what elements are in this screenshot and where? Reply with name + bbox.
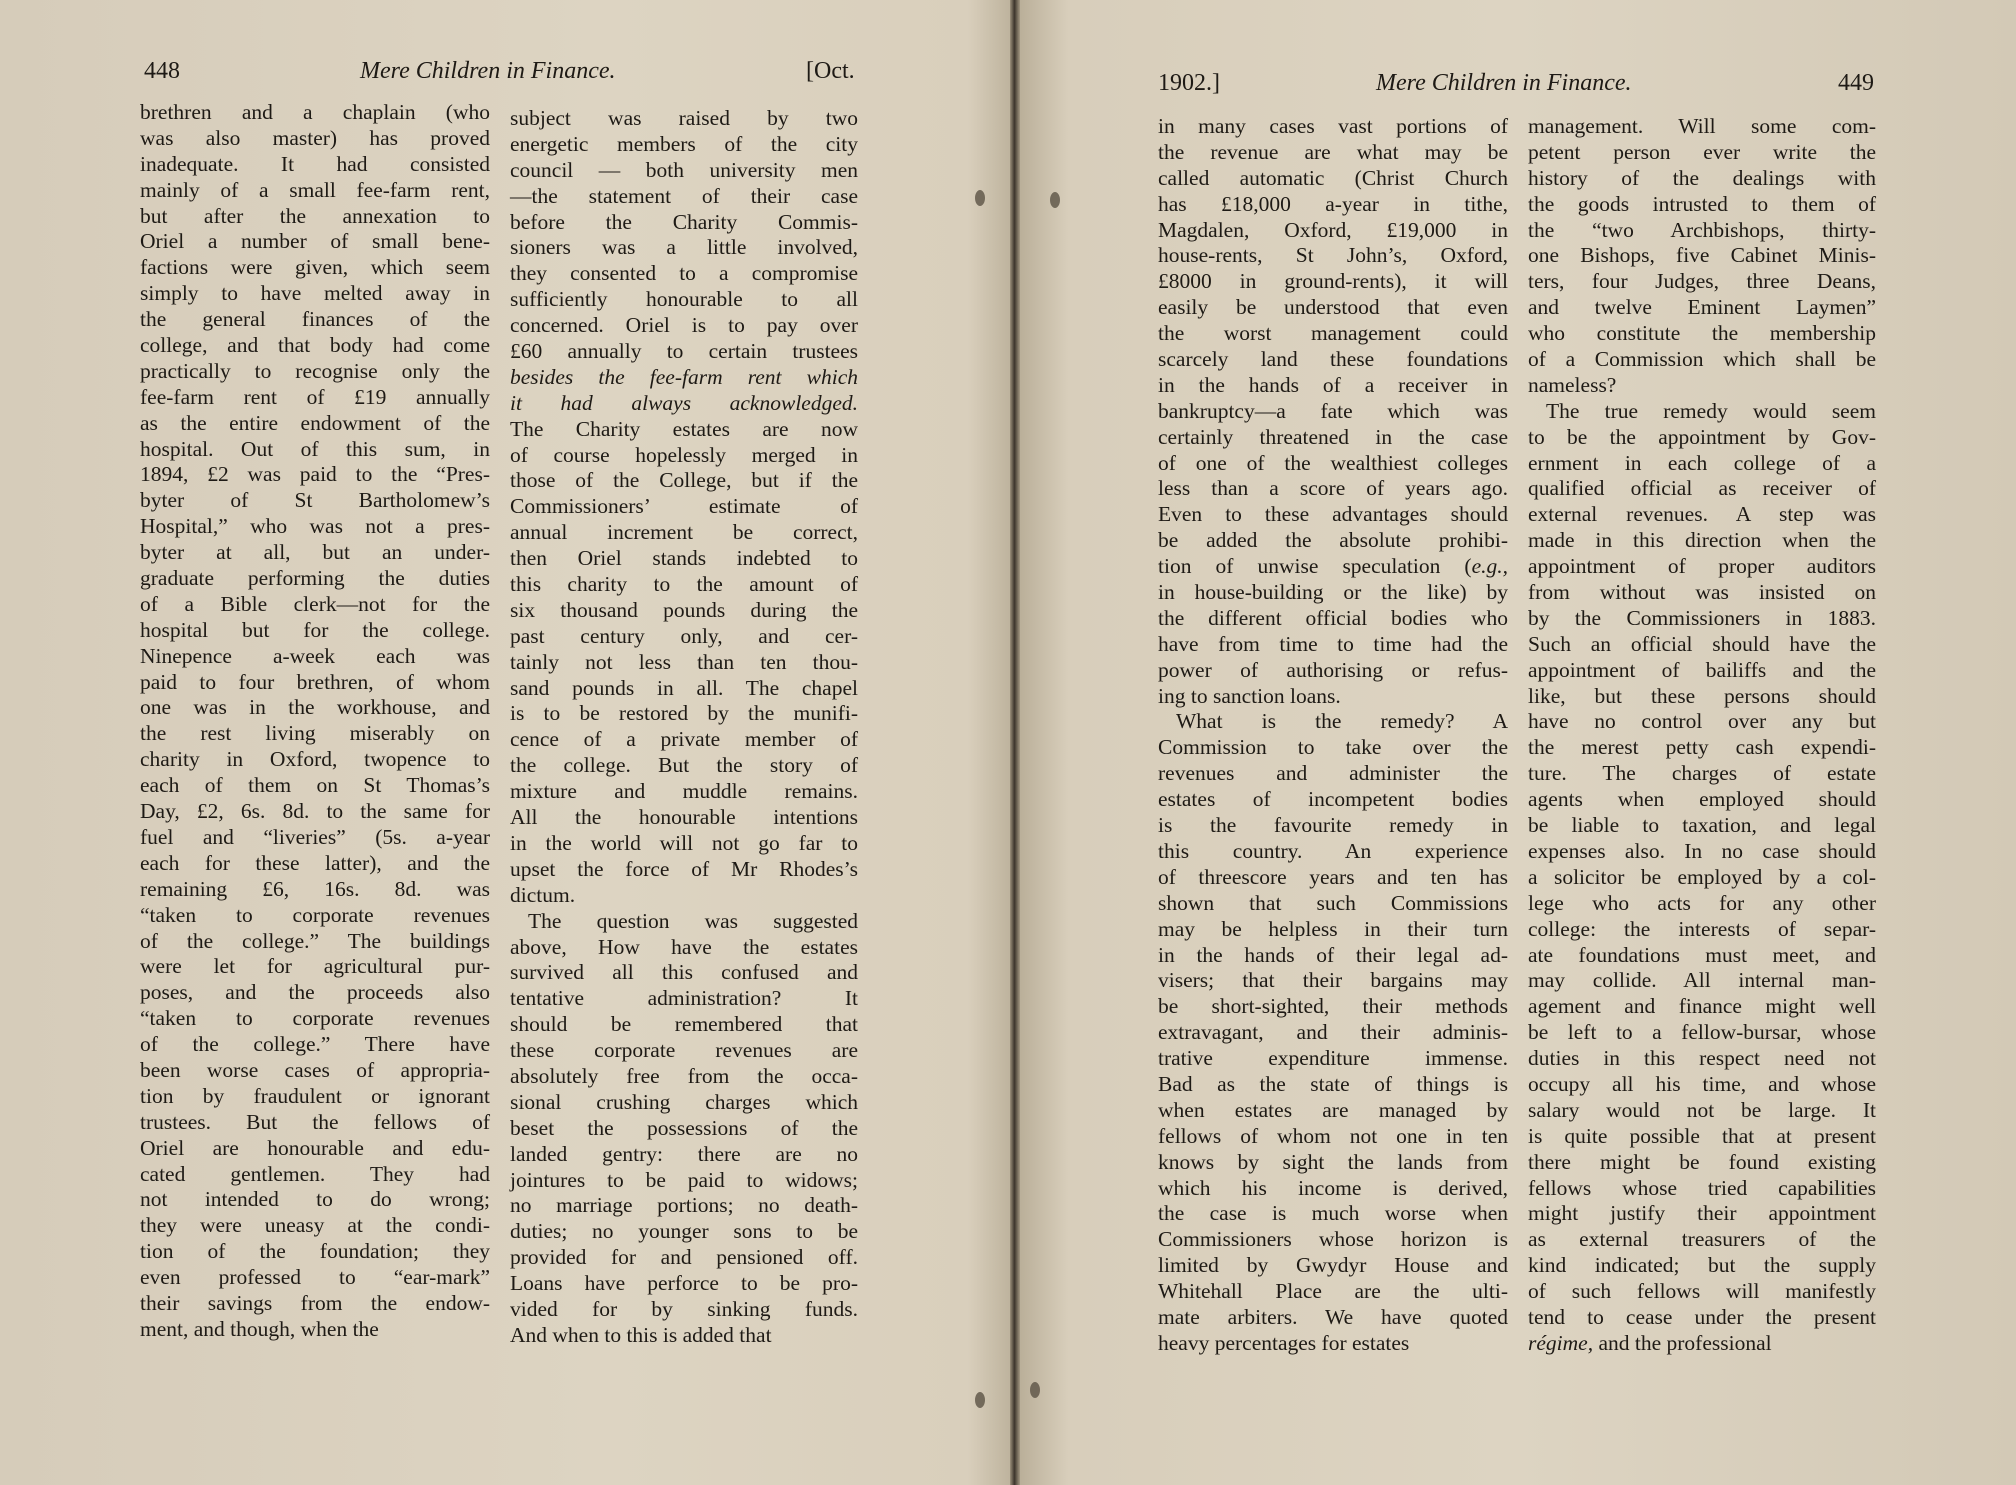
- text-line: of a Bible clerk—not for the: [140, 591, 490, 616]
- text-line: may collide. All internal man-: [1528, 968, 1876, 993]
- text-line: The Charity estates are now: [510, 416, 858, 441]
- text-line: no marriage portions; no death-: [510, 1193, 858, 1218]
- text-line: which his income is derived,: [1158, 1175, 1508, 1200]
- text-line: Such an official should have the: [1528, 631, 1876, 656]
- text-line: one Bishops, five Cabinet Minis-: [1528, 243, 1876, 268]
- text-line: tion of unwise speculation (e.g.,: [1158, 554, 1508, 579]
- text-line: fee-farm rent of £19 annually: [140, 384, 490, 409]
- text-line: salary would not be large. It: [1528, 1097, 1876, 1122]
- text-line: called automatic (Christ Church: [1158, 165, 1508, 190]
- text-line: Ninepence a-week each was: [140, 643, 490, 668]
- text-line: the case is much worse when: [1158, 1201, 1508, 1226]
- text-line: trustees. But the fellows of: [140, 1109, 490, 1134]
- text-line: mixture and muddle remains.: [510, 779, 858, 804]
- text-line: to be the appointment by Gov-: [1528, 424, 1876, 449]
- text-line: made in this direction when the: [1528, 528, 1876, 553]
- left-column-1: [140, 100, 490, 1343]
- running-title: Mere Children in Finance.: [1376, 70, 1632, 96]
- text-line: Commission to take over the: [1158, 735, 1508, 760]
- text-line: energetic members of the city: [510, 131, 858, 156]
- text-line: concerned. Oriel is to pay over: [510, 313, 858, 338]
- text-line: of threescore years and ten has: [1158, 864, 1508, 889]
- text-line: tentative administration? It: [510, 986, 858, 1011]
- text-line: £60 annually to certain trustees: [510, 339, 858, 364]
- text-line: fuel and “liveries” (5s. a-year: [140, 824, 490, 849]
- text-line: Magdalen, Oxford, £19,000 in: [1158, 217, 1508, 242]
- text-line: sand pounds in all. The chapel: [510, 675, 858, 700]
- text-line: annual increment be correct,: [510, 520, 858, 545]
- text-line: then Oriel stands indebted to: [510, 546, 858, 571]
- text-line: external revenues. A step was: [1528, 502, 1876, 527]
- text-line: of the college.” There have: [140, 1032, 490, 1057]
- text-line: tend to cease under the present: [1528, 1304, 1876, 1329]
- text-line: past century only, and cer-: [510, 623, 858, 648]
- text-line: graduate performing the duties: [140, 566, 490, 591]
- text-line: may be helpless in their turn: [1158, 916, 1508, 941]
- text-line: it had always acknowledged.: [510, 390, 858, 415]
- text-line: £8000 in ground-rents), it will: [1158, 269, 1508, 294]
- text-line: sufficiently honourable to all: [510, 287, 858, 312]
- text-line: cated gentlemen. They had: [140, 1161, 490, 1186]
- text-line: sional crushing charges which: [510, 1089, 858, 1114]
- text-line: byter of St Bartholomew’s: [140, 488, 490, 513]
- text-line: they were uneasy at the condi-: [140, 1213, 490, 1238]
- text-line: absolutely free from the occa-: [510, 1063, 858, 1088]
- text-line: —the statement of their case: [510, 183, 858, 208]
- text-line: of the college.” The buildings: [140, 928, 490, 953]
- text-line: régime, and the professional: [1528, 1330, 1772, 1355]
- text-line: petent person ever write the: [1528, 139, 1876, 164]
- text-line: but after the annexation to: [140, 203, 490, 228]
- right-column-2: [1528, 114, 1876, 1357]
- text-line: college, and that body had come: [140, 333, 490, 358]
- text-line: duties; no younger sons to be: [510, 1219, 858, 1244]
- text-line: ture. The charges of estate: [1528, 761, 1876, 786]
- text-line: factions were given, which seem: [140, 255, 490, 280]
- page-number: 449: [1838, 70, 1874, 96]
- text-line: appointment of bailiffs and the: [1528, 657, 1876, 682]
- page-number: 448: [144, 58, 180, 84]
- text-line: remaining £6, 16s. 8d. was: [140, 876, 490, 901]
- text-line: power of authorising or refus-: [1158, 657, 1508, 682]
- text-line: council — both university men: [510, 157, 858, 182]
- text-line: before the Charity Commis-: [510, 209, 858, 234]
- text-line: revenues and administer the: [1158, 761, 1508, 786]
- text-line: kind indicated; but the supply: [1528, 1253, 1876, 1278]
- text-line: is quite possible that at present: [1528, 1123, 1876, 1148]
- binding-mark: [975, 1392, 985, 1408]
- text-line: tion by fraudulent or ignorant: [140, 1083, 490, 1108]
- text-line: of one of the wealthiest colleges: [1158, 450, 1508, 475]
- text-line: is to be restored by the munifi-: [510, 701, 858, 726]
- text-line: bankruptcy—a fate which was: [1158, 398, 1508, 423]
- text-line: limited by Gwydyr House and: [1158, 1253, 1508, 1278]
- text-line: jointures to be paid to widows;: [510, 1167, 858, 1192]
- text-line: ment, and though, when the: [140, 1316, 379, 1341]
- text-line: been worse cases of appropria-: [140, 1057, 490, 1082]
- text-line: the rest living miserably on: [140, 721, 490, 746]
- running-date: 1902.]: [1158, 70, 1220, 96]
- text-line: in house-building or the like) by: [1158, 580, 1508, 605]
- text-line: Commissioners’ estimate of: [510, 494, 858, 519]
- text-line: of such fellows will manifestly: [1528, 1279, 1876, 1304]
- text-line: inadequate. It had consisted: [140, 151, 490, 176]
- text-line: six thousand pounds during the: [510, 597, 858, 622]
- text-line: brethren and a chaplain (who: [140, 100, 490, 124]
- text-line: each of them on St Thomas’s: [140, 773, 490, 798]
- running-title: Mere Children in Finance.: [360, 58, 616, 84]
- text-line: ing to sanction loans.: [1158, 683, 1341, 708]
- text-line: cence of a private member of: [510, 727, 858, 752]
- text-line: upset the force of Mr Rhodes’s: [510, 856, 858, 881]
- text-line: those of the College, but if the: [510, 468, 858, 493]
- text-line: these corporate revenues are: [510, 1038, 858, 1063]
- right-column-1: [1158, 114, 1508, 1357]
- text-line: besides the fee-farm rent which: [510, 364, 858, 389]
- text-line: lege who acts for any other: [1528, 890, 1876, 915]
- text-line: “taken to corporate revenues: [140, 902, 490, 927]
- text-line: nameless?: [1528, 372, 1617, 397]
- text-line: less than a score of years ago.: [1158, 476, 1508, 501]
- text-line: tainly not less than ten thou-: [510, 649, 858, 674]
- text-line: scarcely land these foundations: [1158, 347, 1508, 372]
- text-line: Bad as the state of things is: [1158, 1071, 1508, 1096]
- text-line: be short-sighted, their methods: [1158, 994, 1508, 1019]
- text-line: paid to four brethren, of whom: [140, 669, 490, 694]
- text-line: The question was suggested: [528, 908, 858, 933]
- text-line: mate arbiters. We have quoted: [1158, 1304, 1508, 1329]
- text-line: provided for and pensioned off.: [510, 1245, 858, 1270]
- text-line: might justify their appointment: [1528, 1201, 1876, 1226]
- text-line: have from time to time had the: [1158, 631, 1508, 656]
- text-line: Day, £2, 6s. 8d. to the same for: [140, 799, 490, 824]
- text-line: as the entire endowment of the: [140, 410, 490, 435]
- text-line: trative expenditure immense.: [1158, 1046, 1508, 1071]
- text-line: And when to this is added that: [510, 1322, 772, 1347]
- text-line: like, but these persons should: [1528, 683, 1876, 708]
- text-line: when estates are managed by: [1158, 1097, 1508, 1122]
- running-date: [Oct.: [806, 58, 855, 84]
- text-line: All the honourable intentions: [510, 805, 858, 830]
- text-line: and twelve Eminent Laymen”: [1528, 295, 1876, 320]
- text-line: tion of the foundation; they: [140, 1239, 490, 1264]
- text-line: simply to have melted away in: [140, 281, 490, 306]
- text-line: the revenue are what may be: [1158, 139, 1508, 164]
- text-line: of a Commission which shall be: [1528, 347, 1876, 372]
- text-line: vided for by sinking funds.: [510, 1296, 858, 1321]
- text-line: hospital but for the college.: [140, 617, 490, 642]
- text-line: ate foundations must meet, and: [1528, 942, 1876, 967]
- text-line: one was in the workhouse, and: [140, 695, 490, 720]
- text-line: subject was raised by two: [510, 106, 858, 130]
- text-line: fellows whose tried capabilities: [1528, 1175, 1876, 1200]
- text-line: ernment in each college of a: [1528, 450, 1876, 475]
- text-line: agement and finance might well: [1528, 994, 1876, 1019]
- text-line: practically to recognise only the: [140, 358, 490, 383]
- text-line: in many cases vast portions of: [1158, 114, 1508, 138]
- text-line: certainly threatened in the case: [1158, 424, 1508, 449]
- text-line: expenses also. In no case should: [1528, 838, 1876, 863]
- text-line: heavy percentages for estates: [1158, 1330, 1410, 1355]
- text-line: a solicitor be employed by a col-: [1528, 864, 1876, 889]
- text-line: appointment of proper auditors: [1528, 554, 1876, 579]
- text-line: landed gentry: there are no: [510, 1141, 858, 1166]
- text-line: is the favourite remedy in: [1158, 813, 1508, 838]
- text-line: beset the possessions of the: [510, 1115, 858, 1140]
- text-line: the college. But the story of: [510, 753, 858, 778]
- text-line: the “two Archbishops, thirty-: [1528, 217, 1876, 242]
- text-line: ters, four Judges, three Deans,: [1528, 269, 1876, 294]
- binding-mark: [975, 190, 985, 206]
- text-line: charity in Oxford, twopence to: [140, 747, 490, 772]
- text-line: sioners was a little involved,: [510, 235, 858, 260]
- text-line: agents when employed should: [1528, 787, 1876, 812]
- text-line: management. Will some com-: [1528, 114, 1876, 138]
- text-line: should be remembered that: [510, 1012, 858, 1037]
- text-line: Oriel are honourable and edu-: [140, 1135, 490, 1160]
- text-line: survived all this confused and: [510, 960, 858, 985]
- text-line: Loans have perforce to be pro-: [510, 1271, 858, 1296]
- text-line: even professed to “ear-mark”: [140, 1265, 490, 1290]
- text-line: the merest petty cash expendi-: [1528, 735, 1876, 760]
- text-line: shown that such Commissions: [1158, 890, 1508, 915]
- text-line: they consented to a compromise: [510, 261, 858, 286]
- text-line: occupy all his time, and whose: [1528, 1071, 1876, 1096]
- text-line: Commissioners whose horizon is: [1158, 1227, 1508, 1252]
- text-line: Whitehall Place are the ulti-: [1158, 1279, 1508, 1304]
- text-line: Even to these advantages should: [1158, 502, 1508, 527]
- text-line: as external treasurers of the: [1528, 1227, 1876, 1252]
- text-line: duties in this respect need not: [1528, 1046, 1876, 1071]
- text-line: hospital. Out of this sum, in: [140, 436, 490, 461]
- text-line: estates of incompetent bodies: [1158, 787, 1508, 812]
- text-line: college: the interests of separ-: [1528, 916, 1876, 941]
- text-line: not intended to do wrong;: [140, 1187, 490, 1212]
- text-line: byter at all, but an under-: [140, 540, 490, 565]
- text-line: this country. An experience: [1158, 838, 1508, 863]
- text-line: poses, and the proceeds also: [140, 980, 490, 1005]
- text-line: be left to a fellow-bursar, whose: [1528, 1020, 1876, 1045]
- text-line: What is the remedy? A: [1176, 709, 1508, 734]
- text-line: above, How have the estates: [510, 934, 858, 959]
- text-line: in the hands of their legal ad-: [1158, 942, 1508, 967]
- text-line: the general finances of the: [140, 307, 490, 332]
- text-line: extravagant, and their adminis-: [1158, 1020, 1508, 1045]
- text-line: history of the dealings with: [1528, 165, 1876, 190]
- text-line: the goods intrusted to them of: [1528, 191, 1876, 216]
- text-line: visers; that their bargains may: [1158, 968, 1508, 993]
- text-line: 1894, £2 was paid to the “Pres-: [140, 462, 490, 487]
- text-line: of course hopelessly merged in: [510, 442, 858, 467]
- text-line: in the hands of a receiver in: [1158, 372, 1508, 397]
- text-line: fellows of whom not one in ten: [1158, 1123, 1508, 1148]
- text-line: dictum.: [510, 882, 576, 907]
- right-page: [1018, 0, 2016, 1485]
- text-line: were let for agricultural pur-: [140, 954, 490, 979]
- text-line: by the Commissioners in 1883.: [1528, 605, 1876, 630]
- text-line: each for these latter), and the: [140, 850, 490, 875]
- text-line: be liable to taxation, and legal: [1528, 813, 1876, 838]
- text-line: house-rents, St John’s, Oxford,: [1158, 243, 1508, 268]
- text-line: qualified official as receiver of: [1528, 476, 1876, 501]
- text-line: be added the absolute prohibi-: [1158, 528, 1508, 553]
- text-line: easily be understood that even: [1158, 295, 1508, 320]
- text-line: Hospital,” who was not a pres-: [140, 514, 490, 539]
- text-line: their savings from the endow-: [140, 1290, 490, 1315]
- text-line: who constitute the membership: [1528, 321, 1876, 346]
- text-line: The true remedy would seem: [1546, 398, 1876, 423]
- text-line: has £18,000 a-year in tithe,: [1158, 191, 1508, 216]
- text-line: from without was insisted on: [1528, 580, 1876, 605]
- text-line: there might be found existing: [1528, 1149, 1876, 1174]
- text-line: this charity to the amount of: [510, 572, 858, 597]
- text-line: have no control over any but: [1528, 709, 1876, 734]
- text-line: knows by sight the lands from: [1158, 1149, 1508, 1174]
- text-line: “taken to corporate revenues: [140, 1006, 490, 1031]
- text-line: mainly of a small fee-farm rent,: [140, 177, 490, 202]
- left-column-2: [510, 106, 858, 1349]
- text-line: the different official bodies who: [1158, 605, 1508, 630]
- text-line: was also master) has proved: [140, 125, 490, 150]
- text-line: Oriel a number of small bene-: [140, 229, 490, 254]
- text-line: in the world will not go far to: [510, 830, 858, 855]
- text-line: the worst management could: [1158, 321, 1508, 346]
